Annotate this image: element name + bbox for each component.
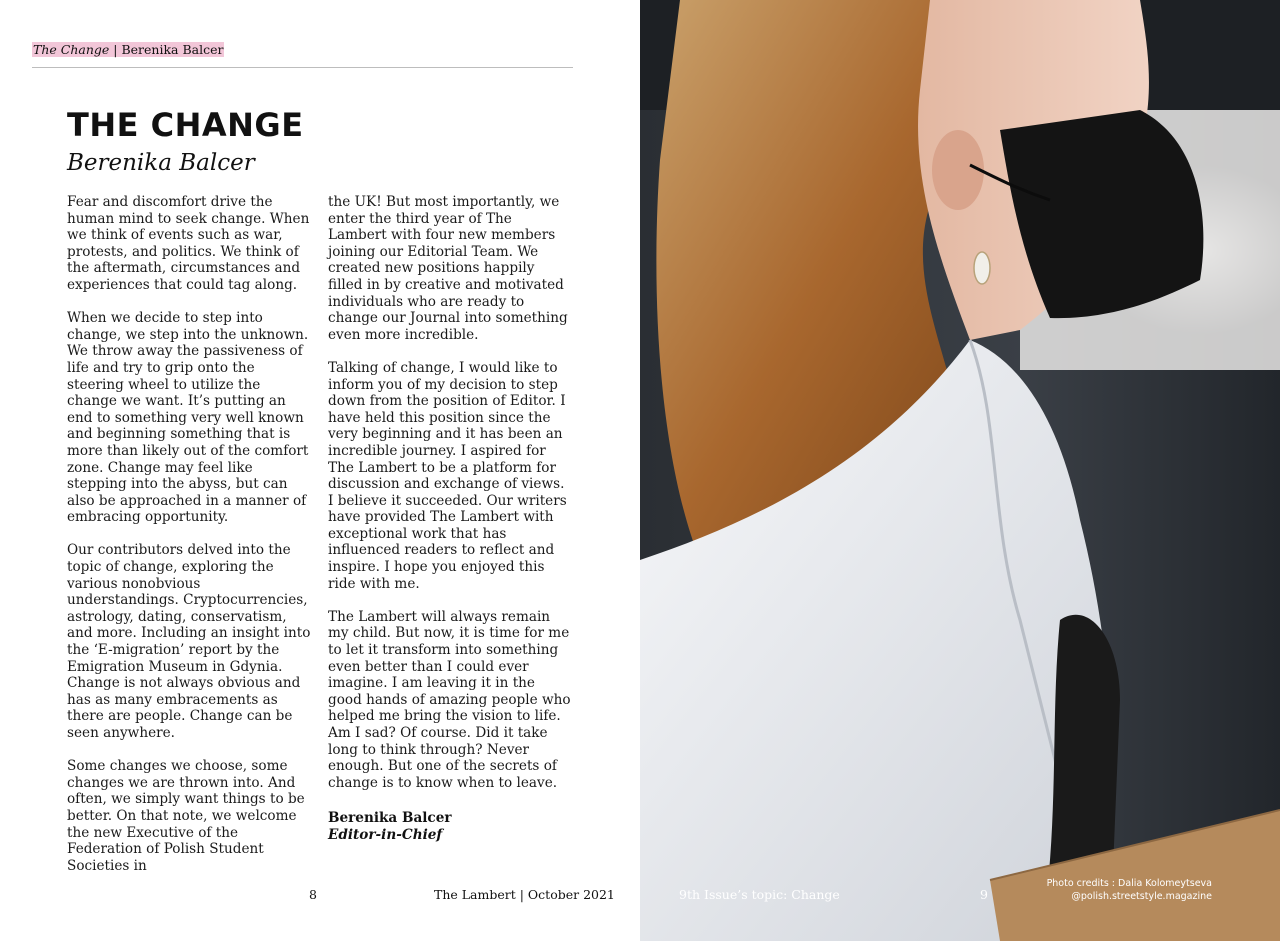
signature (328, 810, 452, 844)
photo-credit (1047, 877, 1212, 903)
portrait-photo (640, 0, 1280, 941)
running-header (32, 43, 224, 57)
page-number-right: 9 (980, 887, 988, 902)
signature-name: Berenika Balcer (328, 810, 452, 826)
signature-role: Editor-in-Chief (328, 827, 443, 843)
header-author: Berenika Balcer (121, 42, 224, 57)
paragraph: Fear and discomfort drive the human mind to seek change. When we think of events such as war, protests, and politics. We think of the aftermath, circumstances and experiences that could tag along. (67, 194, 310, 293)
paragraph: Talking of change, I would like to inform you of my decision to step down from the position of Editor. I have held this position since the very beginning and it has been an incredible journey. I aspired for The Lambert to be a platform for discussion and exchange of views. I believe it succeeded. Our writers have provided The Lambert with exceptional work that has influenced readers to reflect and inspire. I hope you enjoyed this ride with me. (328, 359, 567, 592)
header-separator: | (109, 42, 122, 57)
paragraph: Some changes we choose, some changes we are thrown into. And often, we simply want things to be better. On that note, we welcome the new Executive of the Federation of Polish Student Societies in (67, 758, 305, 874)
text-column-2 (328, 194, 573, 808)
right-page-photo (640, 0, 1280, 941)
topic-footer: 9th Issue’s topic: Change (679, 887, 840, 902)
publication-footer: The Lambert | October 2021 (434, 887, 615, 902)
article-title: THE CHANGE (67, 106, 304, 144)
credit-photographer: Photo credits : Dalia Kolomeytseva (1046, 878, 1212, 889)
header-rule (32, 67, 573, 68)
page-number-left: 8 (309, 887, 317, 902)
paragraph: the UK! But most importantly, we enter the third year of The Lambert with four new members joining our Editorial Team. We created new positions happily filled in by creative and motivated individuals who are ready to change our Journal into something even more incredible. (328, 194, 568, 343)
credit-handle: @polish.streetstyle.magazine (1071, 891, 1212, 902)
paragraph: The Lambert will always remain my child. But now, it is time for me to let it transform into something even better than I could ever imagine. I am leaving it in the good hands of amazing people who helped me bring the vision to life. Am I sad? Of course. Did it take long to think through? Never enough. But one of the secrets of change is to know when to leave. (328, 608, 571, 791)
text-column-1 (67, 194, 312, 891)
paragraph: Our contributors delved into the topic of change, exploring the various nonobvious understandings. Cryptocurrencies, astrology, dating, conservatism, and more. Including an insight into the ‘E-migration’ report by the Emigration Museum in Gdynia. Change is not always obvious and has as many embracements as there are people. Change can be seen anywhere. (67, 542, 311, 741)
paragraph: When we decide to step into change, we step into the unknown. We throw away the passiveness of life and try to grip onto the steering wheel to utilize the change we want. It’s putting an end to something very well known and beginning something that is more than likely out of the comfort zone. Change may feel like stepping into the abyss, but can also be approached in a manner of embracing opportunity. (67, 310, 309, 526)
article-byline: Berenika Balcer (67, 150, 255, 176)
header-issue-title: The Change (33, 42, 110, 57)
